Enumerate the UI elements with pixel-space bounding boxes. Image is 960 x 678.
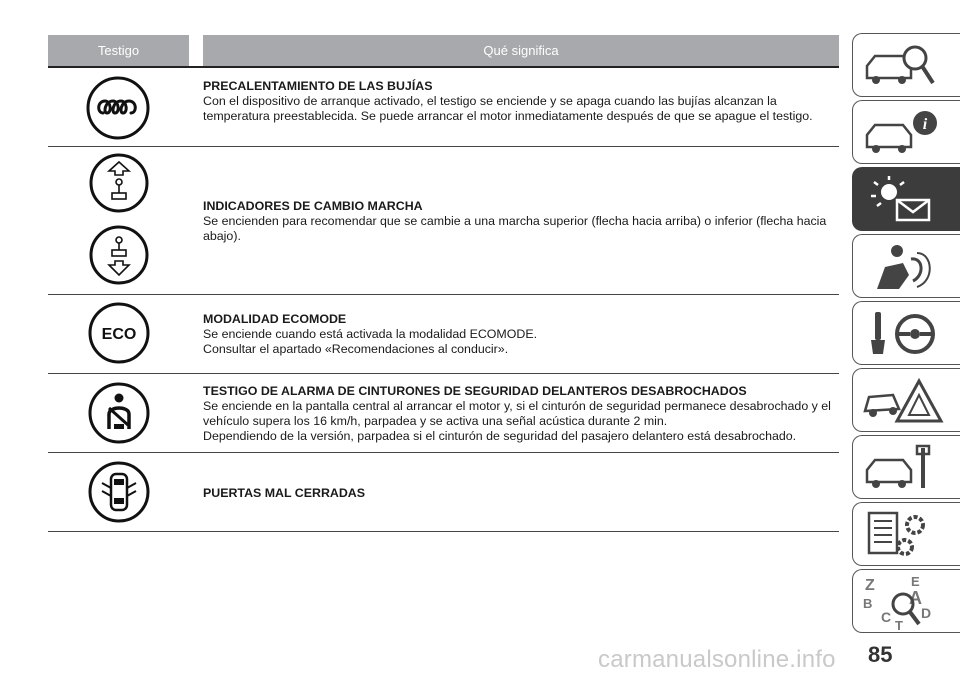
header-que-significa: Qué significa xyxy=(203,35,839,66)
car-search-icon xyxy=(859,38,949,94)
entry-gear-shift xyxy=(203,199,839,244)
header-testigo: Testigo xyxy=(48,35,189,66)
entry-line: Se enciende en la pantalla central al arrancar el motor y, si el cinturón de seguridad permanece desabrochado y el xyxy=(203,399,831,413)
entry-title: PRECALENTAMIENTO DE LAS BUJÍAS xyxy=(203,79,433,93)
watermark: carmanualsonline.info xyxy=(598,646,836,673)
car-maintenance-icon xyxy=(859,440,949,496)
entry-line: Consultar el apartado «Recomendaciones al conducir». xyxy=(203,342,509,356)
entry-doors xyxy=(203,486,839,501)
entry-glow-plugs xyxy=(203,79,839,124)
tab-starting-driving[interactable] xyxy=(852,301,960,365)
entry-title: MODALIDAD ECOMODE xyxy=(203,312,347,326)
row-divider xyxy=(48,146,839,147)
tab-car-search[interactable] xyxy=(852,33,960,97)
key-steering-wheel-icon xyxy=(859,306,949,362)
alphabetical-index-icon xyxy=(859,574,949,630)
entry-line: Se enciende cuando está activada la modalidad ECOMODE. xyxy=(203,327,538,341)
doors-open-icon xyxy=(87,460,151,524)
technical-data-icon xyxy=(859,507,949,563)
page-number: 85 xyxy=(868,642,893,667)
row-divider xyxy=(48,373,839,374)
gear-shift-down-icon xyxy=(88,224,150,286)
car-info-icon xyxy=(859,105,949,161)
entry-title: INDICADORES DE CAMBIO MARCHA xyxy=(203,199,423,213)
entry-title: TESTIGO DE ALARMA DE CINTURONES DE SEGURIDAD DELANTEROS DESABROCHADOS xyxy=(203,384,747,398)
tab-warning-lights[interactable] xyxy=(852,167,960,231)
warning-lights-icon xyxy=(859,172,949,228)
eco-mode-icon xyxy=(87,301,151,365)
index-letter: T xyxy=(895,618,903,630)
entry-line: temperatura preestablecida. Se puede arrancar el motor inmediatamente después de que se apague el testigo. xyxy=(203,109,813,123)
tab-index[interactable] xyxy=(852,569,960,633)
safety-airbag-icon xyxy=(859,239,949,295)
row-divider xyxy=(48,531,839,532)
gear-shift-up-icon xyxy=(88,152,150,214)
index-letter: B xyxy=(863,596,873,611)
entry-line: Se encienden para recomendar que se cambie a una marcha superior (flecha hacia arriba) o inferior (flecha hacia xyxy=(203,214,827,228)
index-letter: Z xyxy=(865,577,875,594)
entry-line: Con el dispositivo de arranque activado, el testigo se enciende y se apaga cuando las bujías alcanzan la xyxy=(203,94,777,108)
header-rule xyxy=(48,66,839,68)
row-divider xyxy=(48,294,839,295)
entry-seat-belt xyxy=(203,384,839,444)
entry-title: PUERTAS MAL CERRADAS xyxy=(203,486,366,500)
index-letter: E xyxy=(911,574,920,589)
entry-line: Dependiendo de la versión, parpadea si el cinturón de seguridad del pasajero delantero está desabrochado. xyxy=(203,429,797,443)
entry-ecomode xyxy=(203,312,839,357)
index-letter: D xyxy=(921,605,932,621)
entry-line: vehículo supera los 16 km/h, parpadea y se activa una señal acústica durante 2 min. xyxy=(203,414,668,428)
glow-plug-coil-icon xyxy=(85,75,151,141)
entry-line: abajo). xyxy=(203,229,241,243)
emergency-triangle-icon xyxy=(859,373,949,429)
tab-emergency[interactable] xyxy=(852,368,960,432)
index-letter: A xyxy=(909,588,922,608)
tab-safety[interactable] xyxy=(852,234,960,298)
tab-technical-data[interactable] xyxy=(852,502,960,566)
seat-belt-icon xyxy=(87,381,151,445)
svg-text:i: i xyxy=(922,116,928,133)
eco-label: ECO xyxy=(101,326,137,343)
tab-maintenance[interactable] xyxy=(852,435,960,499)
tab-car-info[interactable] xyxy=(852,100,960,164)
row-divider xyxy=(48,452,839,453)
index-letter: C xyxy=(881,609,892,625)
